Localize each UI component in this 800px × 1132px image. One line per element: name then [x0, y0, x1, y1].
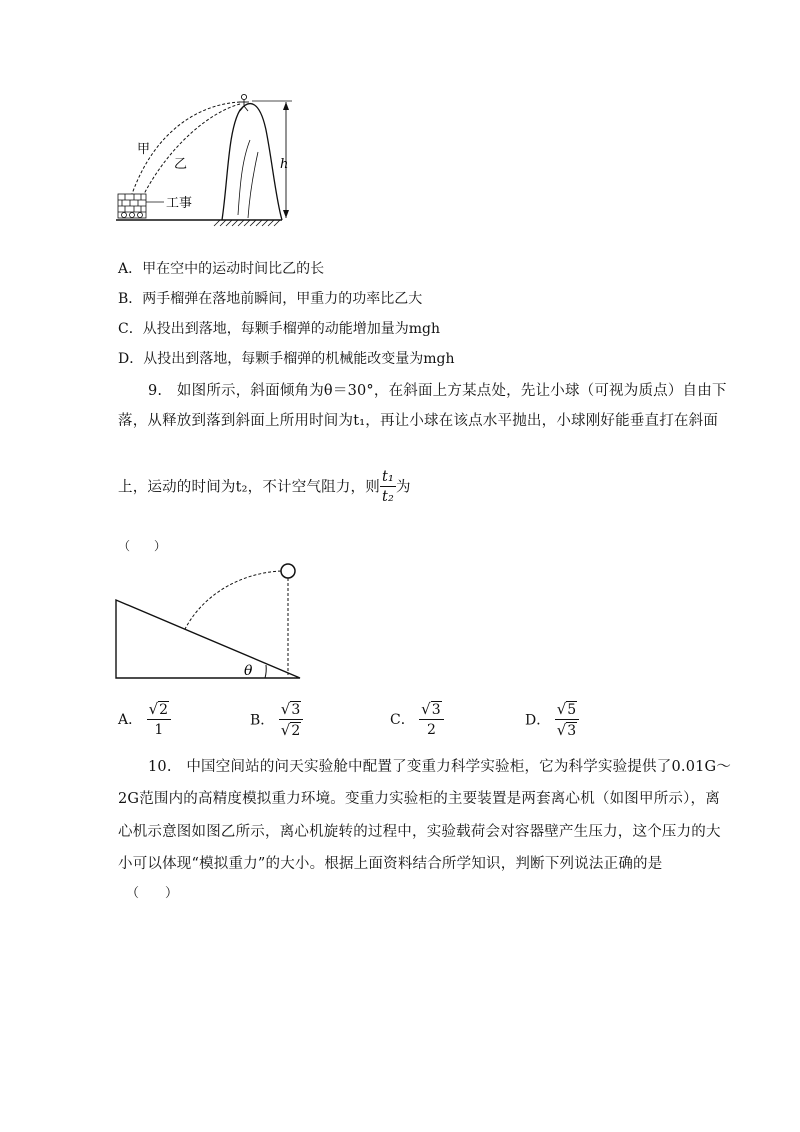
q8-option-c: C．从投出到落地，每颗手榴弹的动能增加量为mgh [118, 321, 440, 337]
q9-line-3 [118, 468, 411, 507]
q10-line-4: 小可以体现“模拟重力”的大小。根据上面资料结合所学知识，判断下列说法正确的是 [118, 856, 663, 872]
q8-option-d: D．从投出到落地，每颗手榴弹的机械能改变量为mgh [118, 351, 455, 367]
q9-ratio-fraction [380, 468, 396, 507]
bunker-wall [118, 194, 146, 218]
q9-frac-num: t₁ [381, 469, 394, 485]
q9-choice-d: D． $\frac{√5}{√3}$ [525, 700, 579, 741]
q9-line-1: 9. 如图所示，斜面倾角为θ＝30°，在斜面上方某点处，先让小球（可视为质点）自由下 [148, 383, 727, 399]
q10-line-1: 10. 中国空间站的问天实验舱中配置了变重力科学实验柜，它为科学实验提供了0.01G～ [148, 759, 732, 775]
label-gongshi: 工事 [166, 196, 193, 211]
q10-line-3: 心机示意图如图乙所示，离心机旋转的过程中，实验载荷会对容器壁产生压力，这个压力的大 [118, 824, 721, 840]
cliff-grenade-figure [110, 90, 310, 230]
ball [281, 564, 295, 578]
q10-line-2: 2G范围内的高精度模拟重力环境。变重力实验柜的主要装置是两套离心机（如图甲所示），离 [118, 791, 720, 807]
q8-option-b: B．两手榴弹在落地前瞬间，甲重力的功率比乙大 [118, 291, 423, 307]
projectile-path [184, 571, 281, 631]
trajectory-yi [144, 104, 240, 194]
q9-line-2: 落，从释放到落到斜面上所用时间为t₁，再让小球在该点水平抛出，小球刚好能垂直打在斜面 [118, 413, 719, 429]
q9-frac-den: t₂ [381, 489, 394, 505]
q9-line-3-pre: 上，运动的时间为t₂，不计空气阻力，则 [118, 479, 380, 496]
q9-answer-blank: （ ） [118, 539, 167, 553]
label-h: h [280, 157, 289, 172]
label-yi: 乙 [174, 157, 188, 172]
q9-choice-b: B． $\frac{√3}{√2}$ [250, 700, 303, 741]
cliff [222, 104, 282, 220]
q9-choice-c: C． $\frac{√3}{2}$ [390, 700, 444, 740]
q8-option-a: A．甲在空中的运动时间比乙的长 [118, 261, 325, 277]
q10-answer-blank: （ ） [126, 886, 179, 901]
q9-line-3-post: 为 [396, 479, 411, 496]
q9-choice-a: A． $\frac{√2}{1}$ [118, 700, 171, 740]
incline [116, 600, 300, 678]
incline-ball-figure [110, 555, 310, 685]
theta-label: θ [244, 663, 253, 679]
label-jia: 甲 [137, 142, 151, 157]
